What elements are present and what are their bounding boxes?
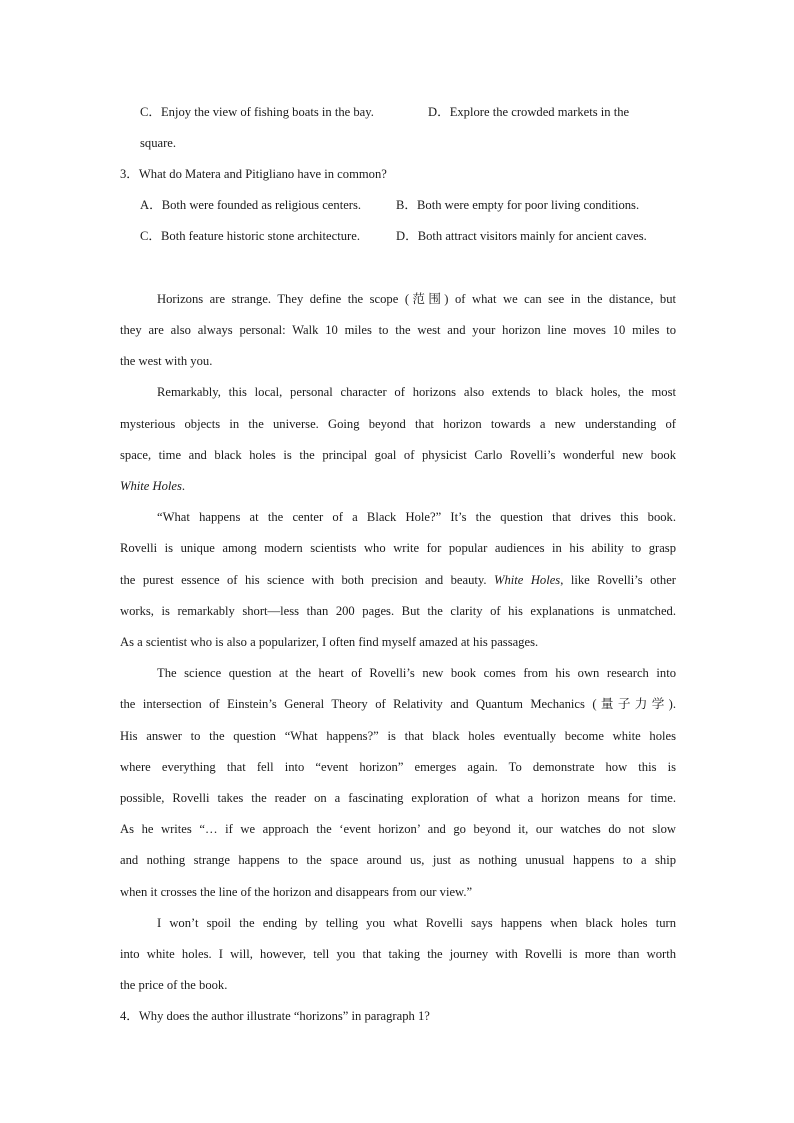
passage-p4-line-4: where everything that fell into “event horizon” emerges again. To demonstrate how this is	[120, 760, 676, 774]
passage-p2-line-2: mysterious objects in the universe. Going beyond that horizon towards a new understanding of	[120, 417, 676, 431]
passage-p2-period: .	[181, 479, 186, 493]
q4-stem: 4．Why does the author illustrate “horizons” in paragraph 1?	[120, 1009, 430, 1023]
passage-p4-line-5: possible, Rovelli takes the reader on a fascinating exploration of what a horizon means for time.	[120, 791, 676, 805]
book-title: White Holes	[120, 479, 182, 493]
q2-option-c[interactable]: C．Enjoy the view of fishing boats in the bay.	[140, 105, 374, 119]
passage-p2-line-4	[120, 476, 676, 496]
passage-p3-line-1: “What happens at the center of a Black Hole?” It’s the question that drives this book.	[157, 510, 676, 524]
passage-p5-line-3: the price of the book.	[120, 978, 228, 992]
q3-option-c[interactable]: C．Both feature historic stone architecture.	[140, 229, 360, 243]
book-title: White Holes	[493, 573, 561, 587]
q2-option-d[interactable]: D．Explore the crowded markets in the	[428, 105, 630, 119]
passage-p1-line-1: Horizons are strange. They define the scope (范围) of what we can see in the distance, but	[157, 292, 676, 306]
passage-p2-line-1: Remarkably, this local, personal character of horizons also extends to black holes, the most	[157, 385, 676, 399]
passage-p4-line-8: when it crosses the line of the horizon and disappears from our view.”	[120, 885, 473, 899]
passage-p4-line-3: His answer to the question “What happens?” is that black holes eventually become white holes	[120, 729, 676, 743]
q3-option-b[interactable]: B．Both were empty for poor living conditions.	[396, 198, 640, 212]
q3-option-d[interactable]: D．Both attract visitors mainly for ancient caves.	[396, 229, 647, 243]
q3-stem: 3．What do Matera and Pitigliano have in common?	[120, 167, 387, 181]
q2-option-d-continued: square.	[140, 136, 177, 150]
passage-p4-line-1: The science question at the heart of Rovelli’s new book comes from his own research into	[157, 666, 676, 680]
passage-p3-line-3-start: the purest essence of his science with both precision and beauty.	[120, 573, 494, 587]
passage-p1-line-2: they are also always personal: Walk 10 miles to the west and your horizon line moves 10 miles to	[120, 323, 676, 337]
passage-p2-line-3: space, time and black holes is the principal goal of physicist Carlo Rovelli’s wonderful new book	[120, 448, 676, 462]
passage-p5-line-2: into white holes. I will, however, tell you that taking the journey with Rovelli is more than worth	[120, 947, 676, 961]
passage-p3-line-3-end: , like Rovelli’s other	[560, 573, 676, 587]
q3-option-a[interactable]: A．Both were founded as religious centers.	[140, 198, 362, 212]
passage-p5-line-1: I won’t spoil the ending by telling you what Rovelli says happens when black holes turn	[157, 916, 676, 930]
passage-p4-line-2: the intersection of Einstein’s General Theory of Relativity and Quantum Mechanics (量子力学).	[120, 697, 676, 711]
passage-p3-line-5: As a scientist who is also a popularizer, I often find myself amazed at his passages.	[120, 635, 539, 649]
passage-p4-line-7: and nothing strange happens to the space around us, just as nothing unusual happens to a ship	[120, 853, 676, 867]
passage-p3-line-4: works, is remarkably short—less than 200 pages. But the clarity of his explanations is unmatched.	[120, 604, 676, 618]
passage-p4-line-6: As he writes “… if we approach the ‘event horizon’ and go beyond it, our watches do not slow	[120, 822, 676, 836]
passage-p1-line-3: the west with you.	[120, 354, 213, 368]
passage-p3-line-3	[120, 570, 676, 590]
passage-p3-line-2: Rovelli is unique among modern scientists who write for popular audiences in his ability to grasp	[120, 541, 676, 555]
